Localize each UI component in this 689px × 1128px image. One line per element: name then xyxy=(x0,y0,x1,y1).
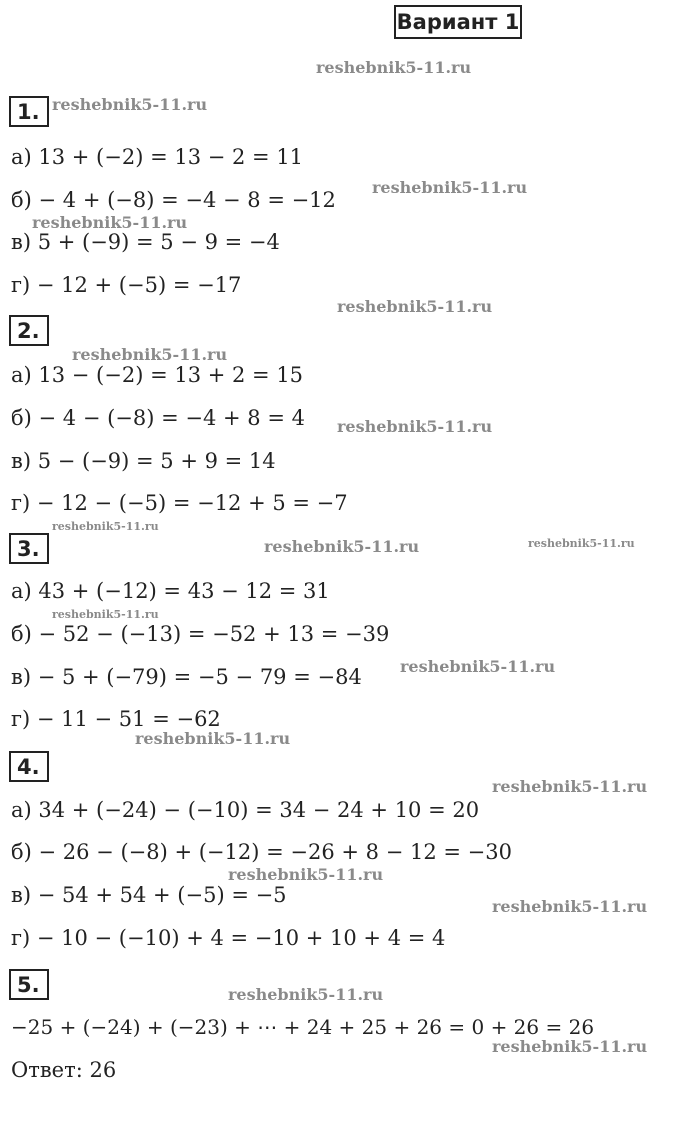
task-2-line-d: г) − 12 − (−5) = −12 + 5 = −7 xyxy=(11,491,348,515)
answer-text: Ответ: 26 xyxy=(11,1058,117,1082)
task-2-line-c: в) 5 − (−9) = 5 + 9 = 14 xyxy=(11,449,276,473)
watermark: reshebnik5-11.ru xyxy=(400,657,556,676)
task-4-line-b: б) − 26 − (−8) + (−12) = −26 + 8 − 12 = −30 xyxy=(11,840,512,864)
watermark: reshebnik5-11.ru xyxy=(52,520,159,533)
watermark: reshebnik5-11.ru xyxy=(52,95,208,114)
task-3-line-d: г) − 11 − 51 = −62 xyxy=(11,707,221,731)
task-4-line-a: а) 34 + (−24) − (−10) = 34 − 24 + 10 = 20 xyxy=(11,798,480,822)
watermark: reshebnik5-11.ru xyxy=(135,729,291,748)
watermark: reshebnik5-11.ru xyxy=(264,537,420,556)
watermark: reshebnik5-11.ru xyxy=(316,58,472,77)
task-number-4: 4. xyxy=(9,751,49,782)
watermark: reshebnik5-11.ru xyxy=(337,417,493,436)
task-2-line-b: б) − 4 − (−8) = −4 + 8 = 4 xyxy=(11,406,305,430)
task-5-line: −25 + (−24) + (−23) + ⋯ + 24 + 25 + 26 = 0 + 26 = 26 xyxy=(11,1015,595,1039)
task-4-line-c: в) − 54 + 54 + (−5) = −5 xyxy=(11,883,287,907)
watermark: reshebnik5-11.ru xyxy=(372,178,528,197)
task-3-line-c: в) − 5 + (−79) = −5 − 79 = −84 xyxy=(11,665,362,689)
task-1-line-a: а) 13 + (−2) = 13 − 2 = 11 xyxy=(11,145,304,169)
watermark: reshebnik5-11.ru xyxy=(228,985,384,1004)
watermark: reshebnik5-11.ru xyxy=(32,213,188,232)
task-1-line-c: в) 5 + (−9) = 5 − 9 = −4 xyxy=(11,230,280,254)
task-3-line-a: а) 43 + (−12) = 43 − 12 = 31 xyxy=(11,579,330,603)
variant-title: Вариант 1 xyxy=(394,5,522,39)
task-1-line-d: г) − 12 + (−5) = −17 xyxy=(11,273,242,297)
task-3-line-b: б) − 52 − (−13) = −52 + 13 = −39 xyxy=(11,622,390,646)
task-number-5: 5. xyxy=(9,969,49,1000)
task-number-2: 2. xyxy=(9,315,49,346)
watermark: reshebnik5-11.ru xyxy=(337,297,493,316)
watermark: reshebnik5-11.ru xyxy=(528,537,635,550)
watermark: reshebnik5-11.ru xyxy=(492,1037,648,1056)
task-1-line-b: б) − 4 + (−8) = −4 − 8 = −12 xyxy=(11,188,336,212)
watermark: reshebnik5-11.ru xyxy=(492,897,648,916)
watermark: reshebnik5-11.ru xyxy=(72,345,228,364)
watermark: reshebnik5-11.ru xyxy=(228,865,384,884)
task-2-line-a: а) 13 − (−2) = 13 + 2 = 15 xyxy=(11,363,304,387)
watermark: reshebnik5-11.ru xyxy=(492,777,648,796)
task-number-1: 1. xyxy=(9,96,49,127)
task-4-line-d: г) − 10 − (−10) + 4 = −10 + 10 + 4 = 4 xyxy=(11,926,446,950)
task-number-3: 3. xyxy=(9,533,49,564)
watermark: reshebnik5-11.ru xyxy=(52,608,159,621)
